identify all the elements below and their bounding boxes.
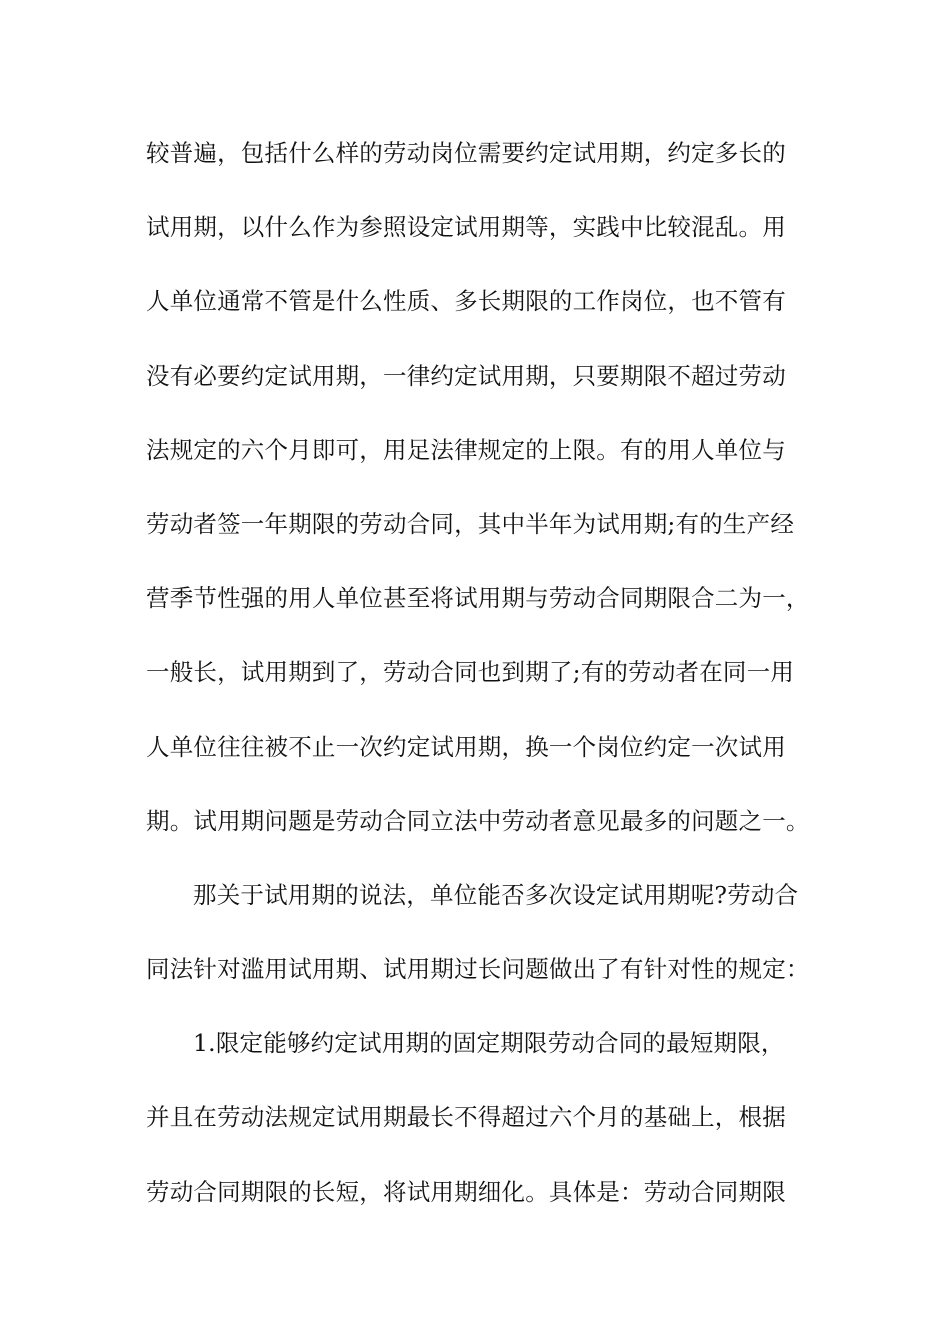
text-line: 法规定的六个月即可，用足法律规定的上限。有的用人单位与 [146, 435, 786, 464]
text-line: 人单位通常不管是什么性质、多长期限的工作岗位，也不管有 [146, 287, 786, 316]
text-line: 并且在劳动法规定试用期最长不得超过六个月的基础上，根据 [146, 1103, 786, 1132]
body-text [146, 130, 816, 1243]
paragraph-start-line: 那关于试用期的说法，单位能否多次设定试用期呢?劳动合 [193, 880, 799, 909]
text-line: 劳动合同期限的长短，将试用期细化。具体是：劳动合同期限 [146, 1177, 786, 1206]
text-line: 较普遍，包括什么样的劳动岗位需要约定试用期，约定多长的 [146, 139, 786, 167]
text-line: 营季节性强的用人单位甚至将试用期与劳动合同期限合二为一， [146, 584, 810, 613]
text-line: 试用期，以什么作为参照设定试用期等，实践中比较混乱。用 [146, 213, 786, 242]
list-item-line: 1.限定能够约定试用期的固定期限劳动合同的最短期限， [193, 1029, 785, 1058]
text-line: 期。试用期问题是劳动合同立法中劳动者意见最多的问题之一。 [146, 806, 810, 835]
text-line: 人单位往往被不止一次约定试用期，换一个岗位约定一次试用 [146, 732, 786, 761]
text-line: 一般长，试用期到了，劳动合同也到期了;有的劳动者在同一用 [146, 658, 795, 687]
text-line: 没有必要约定试用期，一律约定试用期，只要期限不超过劳动 [146, 361, 786, 390]
text-line: 劳动者签一年期限的劳动合同，其中半年为试用期;有的生产经 [146, 509, 795, 538]
text-line: 同法针对滥用试用期、试用期过长问题做出了有针对性的规定： [146, 955, 810, 984]
